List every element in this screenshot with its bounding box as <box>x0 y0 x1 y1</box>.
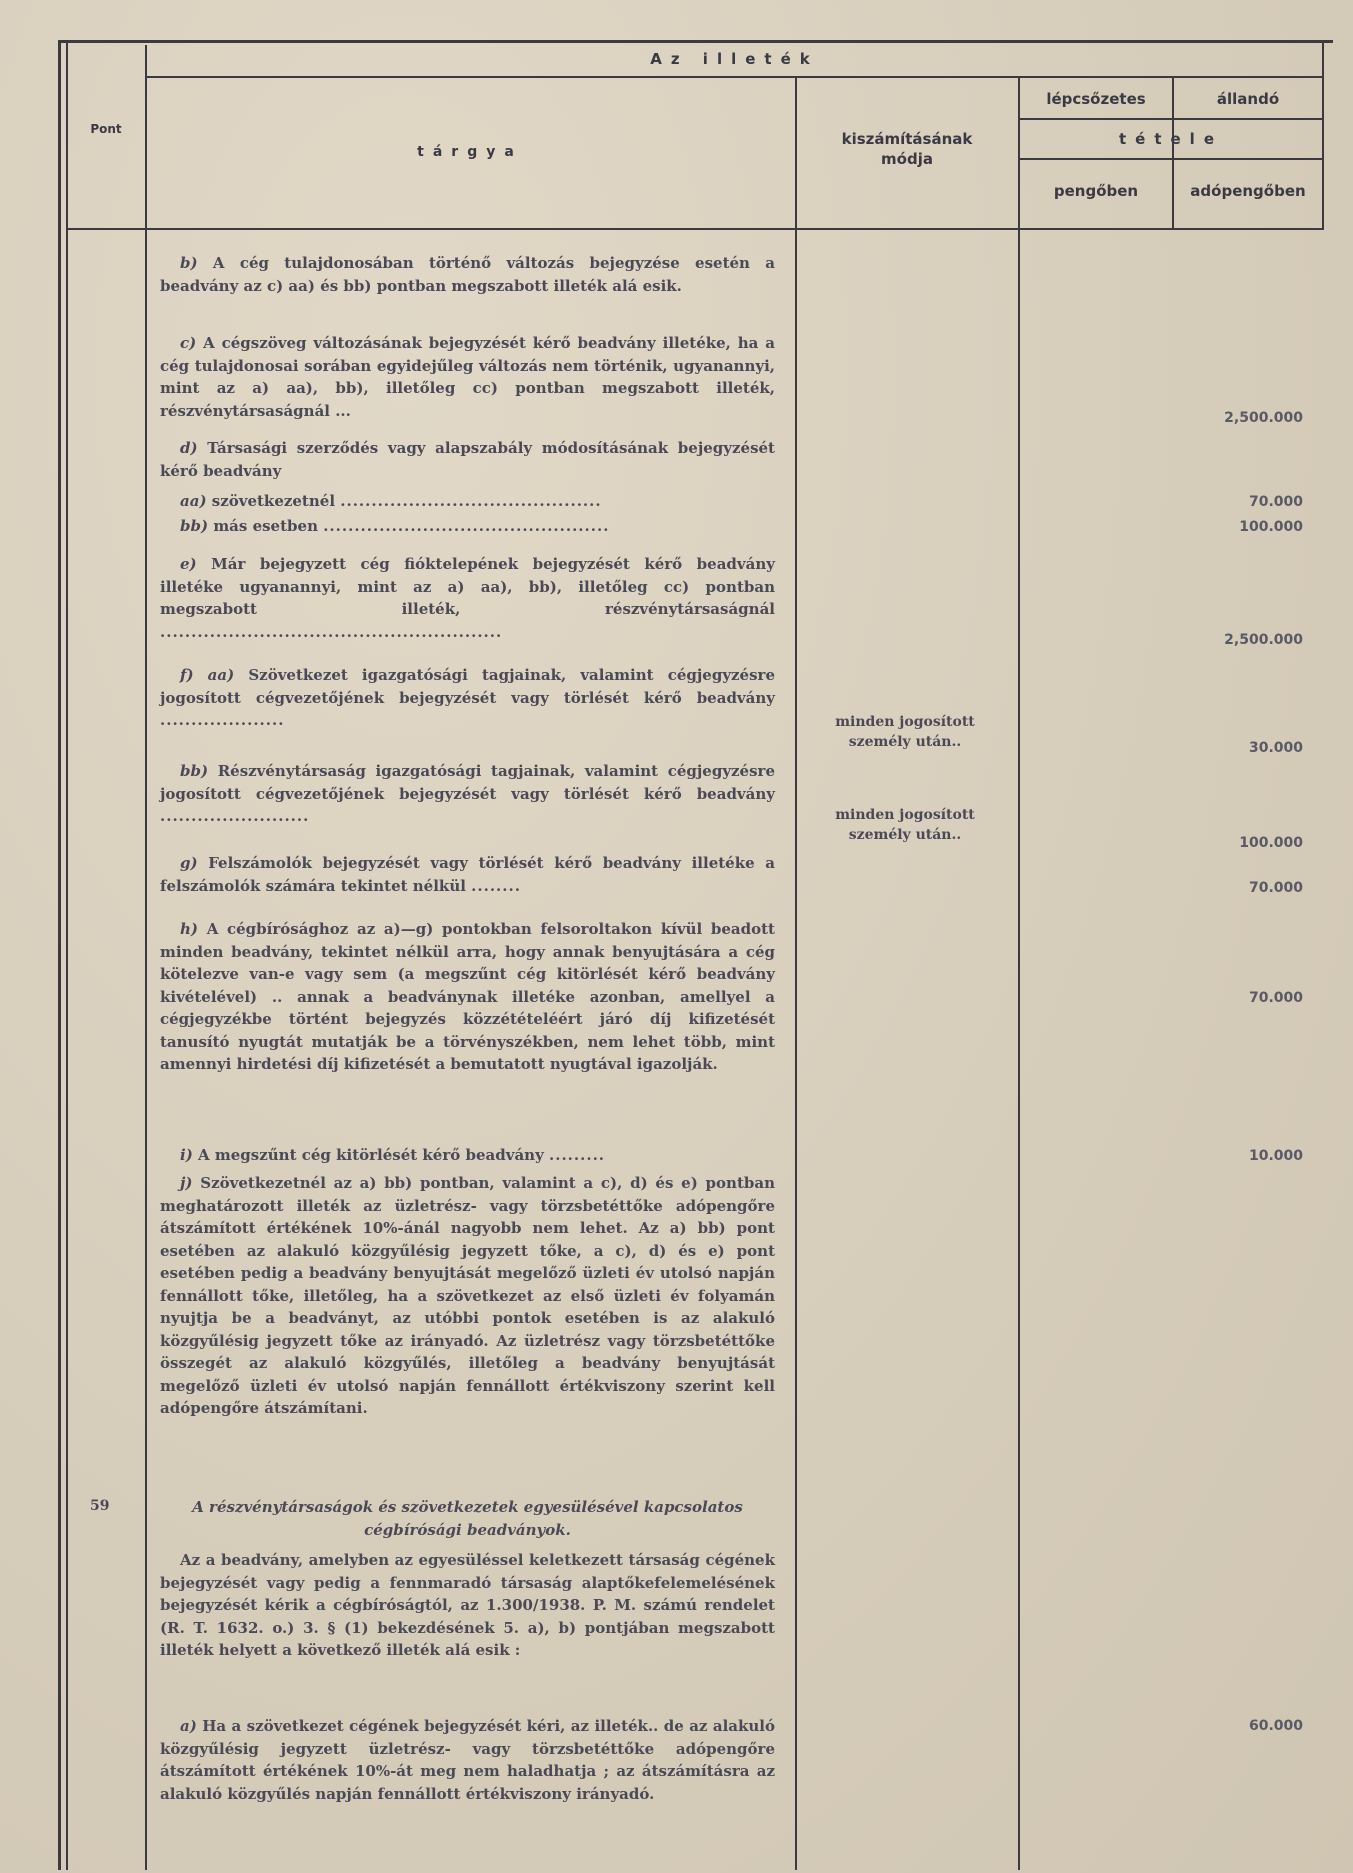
row-f-bb-calc-2: személy után.. <box>848 827 962 843</box>
row-c <box>160 332 775 422</box>
header-pont: Pont <box>90 122 122 136</box>
row-f-bb: bb) Részvénytársaság igazgatósági tagjainak, valamint cégjegyzésre jogosított cégvezetőjének bejegyzését vagy törlését kérő beadvány ........................ <box>160 762 775 825</box>
row-f-bb-label: bb) <box>180 762 209 780</box>
row-59-a-value: 60.000 <box>1248 1718 1303 1734</box>
header-kiszamitas-2: módja <box>881 150 933 168</box>
table-left-border-inner <box>66 40 68 1870</box>
row-59-a-text: Ha a szövetkezet cégének bejegyzését kéri, az illeték.. de az alakuló közgyűlésig jegyzett üzletrész- vagy törzsbetéttőke adópengőre átszámított értékének 10%-át meg nem haladhatja ; az átszámításra az alakuló közgyűlés napján fennállott értékviszony irányadó. <box>160 1717 775 1803</box>
row-d-label: d) <box>180 439 198 457</box>
row-i-label: i) <box>180 1146 193 1164</box>
row-g: g) Felszámolók bejegyzését vagy törlését kérő beadvány illetéke a felszámolók számára tekintet nélkül ........ <box>160 854 775 895</box>
section-59-text: Az a beadvány, amelyben az egyesüléssel keletkezett társaság cégének bejegyzését vagy pedig a fennmaradó társaság alaptőkefelemelésének bejegyzését kérik a cégbíróságtól, az 1.300/1938. P. M. számú rendelet (R. T. 1632. o.) 3. § (1) bekezdésének 5. a), b) pontjában megszabott illeték helyett a következő illeték alá esik : <box>160 1551 775 1659</box>
section-59 <box>160 1496 775 1662</box>
row-d-aa: aa) szövetkezetnél .......................................... <box>180 492 602 510</box>
row-d <box>160 437 775 482</box>
row-59-a-label: a) <box>180 1717 197 1735</box>
pont-59: 59 <box>90 1498 110 1514</box>
row-f-aa-label: f) aa) <box>180 666 235 684</box>
row-i: i) A megszűnt cég kitörlését kérő beadvány ......... <box>180 1146 606 1164</box>
table-left-border <box>58 40 61 1870</box>
row-e-text: Már bejegyzett cég fióktelepének bejegyzését kérő beadvány illetéke ugyanannyi, mint az a) aa), bb), illetőleg cc) pontban megszabott illeték, részvénytársaságnál <box>160 555 775 618</box>
row-d-aa-label: aa) <box>180 492 207 510</box>
row-g-value: 70.000 <box>1248 880 1303 896</box>
row-c-label: c) <box>180 334 197 352</box>
row-f-bb-calc-1: minden jogosított <box>835 807 975 823</box>
header-row-divider-2 <box>1018 118 1324 120</box>
row-j-label: j) <box>180 1174 193 1192</box>
header-adopengoben: adópengőben <box>1190 182 1306 200</box>
header-kiszamitas-1: kiszámításának <box>841 130 973 148</box>
header-pengoben: pengőben <box>1053 182 1139 200</box>
row-f-aa-calc-1: minden jogosított <box>835 714 975 730</box>
row-i-value: 10.000 <box>1248 1148 1303 1164</box>
targya-column-divider <box>795 78 797 1870</box>
row-f-bb-value: 100.000 <box>1239 835 1303 851</box>
row-d-bb: bb) más esetben .............................................. <box>180 517 610 535</box>
row-h <box>160 918 775 1076</box>
header-row-divider-3 <box>1018 158 1324 160</box>
row-g-text: Felszámolók bejegyzését vagy törlését kérő beadvány illetéke a felszámolók számára tekintet nélkül <box>160 854 775 895</box>
row-b-text: A cég tulajdonosában történő változás bejegyzése esetén a beadvány az c) aa) és bb) pontban megszabott illeték alá esik. <box>160 254 775 295</box>
row-d-bb-text: más esetben <box>213 517 318 535</box>
row-h-label: h) <box>180 920 199 938</box>
row-c-text: A cégszöveg változásának bejegyzését kérő beadvány illetéke, ha a cég tulajdonosai sorában egyidejűleg változás nem történik, ugyanannyi, mint az a) aa), bb), illetőleg cc) pontban megszabott illeték, részvénytársaságnál ... <box>160 334 775 420</box>
header-lepcsozetes: lépcsőzetes <box>1046 90 1146 108</box>
row-d-text: Társasági szerződés vagy alapszabály módosításának bejegyzését kérő beadvány <box>160 439 775 480</box>
row-f-aa-calc-2: személy után.. <box>848 734 962 750</box>
calc-column-divider <box>1018 78 1020 1870</box>
row-b <box>160 252 775 297</box>
row-h-text: A cégbírósághoz az a)—g) pontokban felsoroltakon kívül beadott minden beadvány, tekintet nélkül arra, hogy annak benyujtására a cég kötelezve van-e vagy sem (a megszűnt cég kitörlését kérő beadvány kivételével) .. annak a beadványnak illetéke azonban, amellyel a cégjegyzékbe történt bejegyzés közzétételéért járó díj kifizetését tanusító nyugtát mutatják be a törvényszékben, nem lehet több, mint amennyi hirdetési díj kifizetését a bemutatott nyugtával igazolják. <box>160 920 775 1073</box>
row-f-aa-value: 30.000 <box>1248 740 1303 756</box>
row-f-aa-text: Szövetkezet igazgatósági tagjainak, valamint cégjegyzésre jogosított cégvezetőjének bejegyzését vagy törlését kérő beadvány <box>160 666 775 707</box>
row-j-text: Szövetkezetnél az a) bb) pontban, valamint a c), d) és e) pontban meghatározott illeték az üzletrész- vagy törzsbetéttőke adópengőre átszámított értékének 10%-ánál nagyobb nem lehet. Az a) bb) pont esetében az alakuló közgyűlésig jegyzett tőke, a c), d) és e) pont esetében pedig a beadvány benyujtását megelőző üzleti év utolsó napján fennállott tőke, illetőleg, ha a szövetkezet az első üzleti év folyamán nyujtja be a beadványt, az utóbbi pontok esetében is az alakuló közgyűlésig jegyzett tőke az irányadó. Az üzletrész vagy törzsbetéttőke összegét az alakuló közgyűlés, illetőleg a beadvány benyujtását megelőző üzleti év utolsó napján fennállott értékviszony szerint kell adópengőre átszámítani. <box>160 1174 775 1417</box>
row-h-value: 70.000 <box>1248 990 1303 1006</box>
row-59-a <box>160 1715 775 1805</box>
header-row-divider-1 <box>147 76 1324 78</box>
row-e: e) Már bejegyzett cég fióktelepének bejegyzését kérő beadvány illetéke ugyanannyi, mint az a) aa), bb), illetőleg cc) pontban megszabott illeték, részvénytársaságnál ....................................................... <box>160 555 775 641</box>
row-e-value: 2,500.000 <box>1224 632 1303 648</box>
row-f-bb-text: Részvénytársaság igazgatósági tagjainak, valamint cégjegyzésre jogosított cégvezetőjének bejegyzését vagy törlését kérő beadvány <box>160 762 775 803</box>
header-targya: tárgya <box>417 144 523 160</box>
row-c-value: 2,500.000 <box>1224 410 1303 426</box>
row-b-label: b) <box>180 254 198 272</box>
row-g-label: g) <box>180 854 198 872</box>
row-e-label: e) <box>180 555 197 573</box>
row-f-bb-calc <box>800 805 1010 845</box>
row-d-bb-value: 100.000 <box>1239 519 1303 535</box>
row-d-bb-label: bb) <box>180 517 209 535</box>
header-bottom-divider <box>68 228 1324 230</box>
row-f-aa-calc <box>800 712 1010 752</box>
row-d-aa-value: 70.000 <box>1248 494 1303 510</box>
header-allando: állandó <box>1216 90 1280 108</box>
section-59-title: A részvénytársaságok és szövetkezetek egyesülésével kapcsolatos cégbírósági beadványok. <box>192 1498 743 1539</box>
table-right-border <box>1322 40 1324 230</box>
row-i-text: A megszűnt cég kitörlését kérő beadvány <box>198 1146 544 1164</box>
pont-column-divider <box>145 45 147 1870</box>
row-f-aa: f) aa) Szövetkezet igazgatósági tagjainak, valamint cégjegyzésre jogosított cégvezetőjének bejegyzését vagy törlését kérő beadvány .................... <box>160 666 775 729</box>
header-illetek: Az illeték <box>650 50 819 68</box>
row-d-aa-text: szövetkezetnél <box>211 492 336 510</box>
table-top-border <box>60 40 1333 43</box>
row-j <box>160 1172 775 1420</box>
header-tetele: tétele <box>1118 130 1223 148</box>
